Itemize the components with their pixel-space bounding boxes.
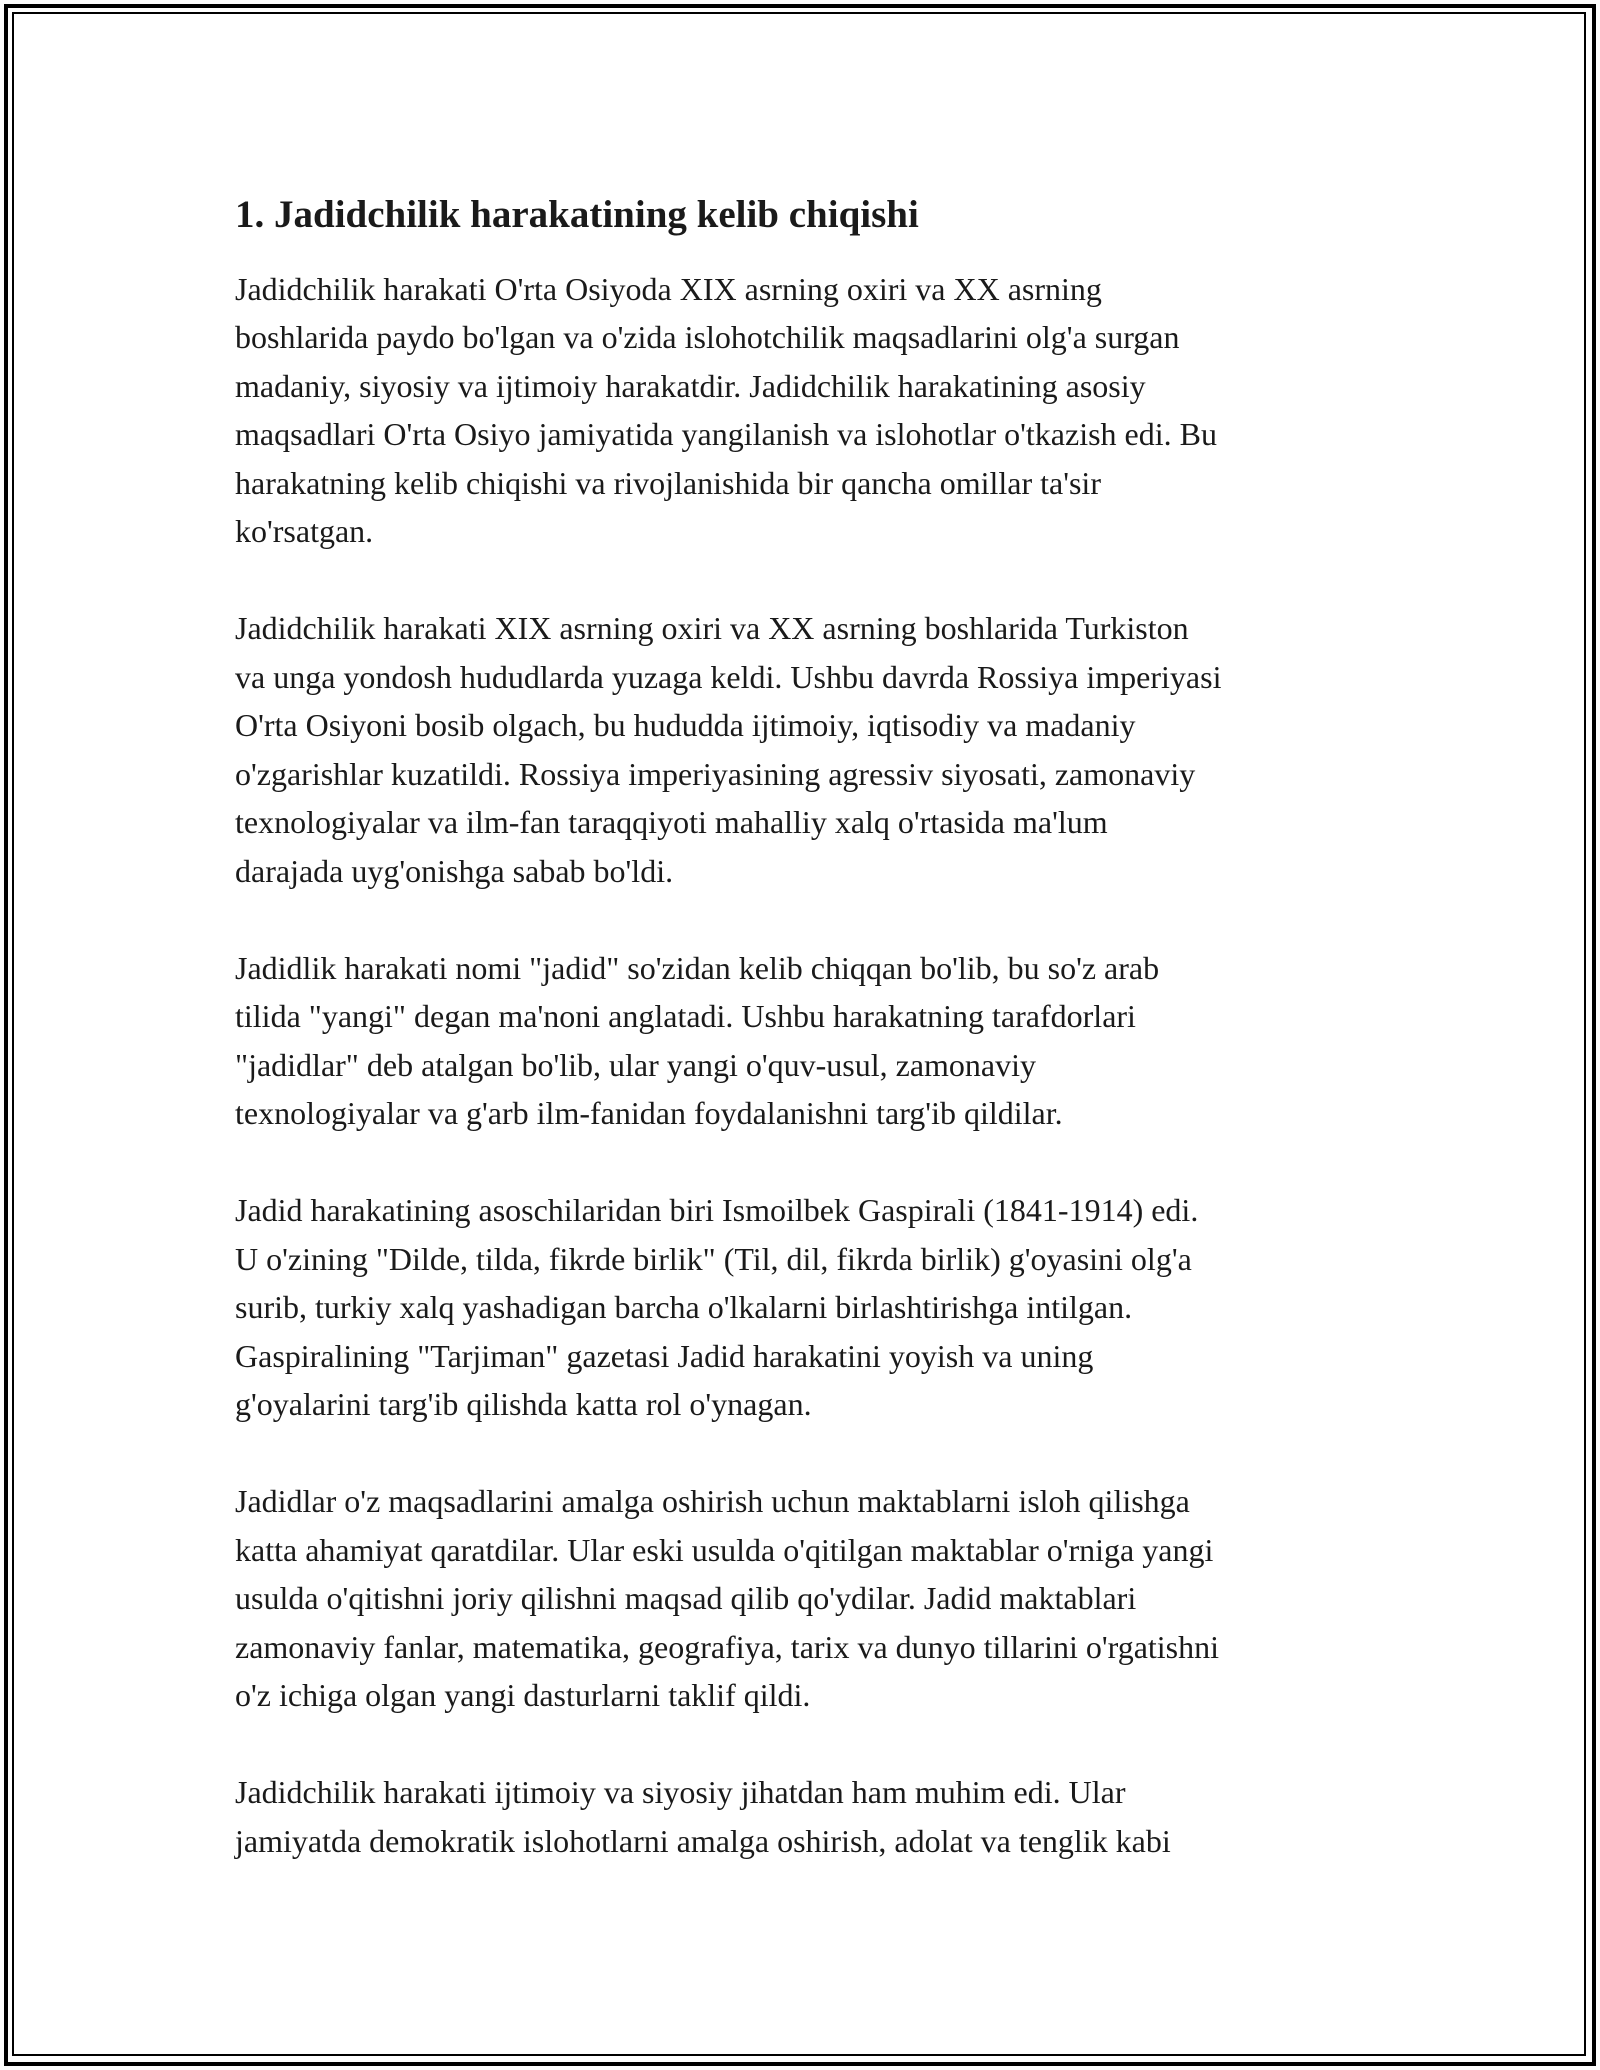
paragraph-line: g'oyalarini targ'ib qilishda katta rol o'ynagan.	[235, 1386, 812, 1423]
paragraph-line: Gaspiralining "Tarjiman" gazetasi Jadid harakatini yoyish va uning	[235, 1337, 1094, 1374]
paragraph-line: tilida "yangi" degan ma'noni anglatadi. Ushbu harakatning tarafdorlari	[235, 998, 1136, 1035]
paragraph-line: "jadidlar" deb atalgan bo'lib, ular yangi o'quv-usul, zamonaviy	[235, 1046, 1036, 1083]
paragraph-line: Jadidchilik harakati O'rta Osiyoda XIX asrning oxiri va XX asrning	[235, 270, 1102, 307]
paragraph-line: U o'zining "Dilde, tilda, fikrde birlik" (Til, dil, fikrda birlik) g'oyasini olg'a	[235, 1240, 1192, 1277]
paragraph-line: o'z ichiga olgan yangi dasturlarni taklif qildi.	[235, 1677, 811, 1714]
paragraph-line: zamonaviy fanlar, matematika, geografiya, tarix va dunyo tillarini o'rgatishni	[235, 1628, 1220, 1665]
paragraph-line: texnologiyalar va ilm-fan taraqqiyoti mahalliy xalq o'rtasida ma'lum	[235, 804, 1108, 841]
paragraph-line: usulda o'qitishni joriy qilishni maqsad qilib qo'ydilar. Jadid maktablari	[235, 1580, 1137, 1617]
paragraph-line: O'rta Osiyoni bosib olgach, bu hududda ijtimoiy, iqtisodiy va madaniy	[235, 707, 1136, 744]
paragraph-line: Jadidlik harakati nomi "jadid" so'zidan kelib chiqqan bo'lib, bu so'z arab	[235, 949, 1160, 986]
paragraph-line: jamiyatda demokratik islohotlarni amalga oshirish, adolat va tenglik kabi	[235, 1822, 1171, 1859]
paragraph-line: katta ahamiyat qaratdilar. Ular eski usulda o'qitilgan maktablar o'rniga yangi	[235, 1531, 1214, 1568]
paragraph-line: texnologiyalar va g'arb ilm-fanidan foydalanishni targ'ib qildilar.	[235, 1095, 1063, 1132]
paragraph-line: Jadidchilik harakati ijtimoiy va siyosiy jihatdan ham muhim edi. Ular	[235, 1774, 1126, 1811]
paragraph-line: o'zgarishlar kuzatildi. Rossiya imperiyasining agressiv siyosati, zamonaviy	[235, 755, 1196, 792]
paragraph-line: harakatning kelib chiqishi va rivojlanishida bir qancha omillar ta'sir	[235, 464, 1101, 501]
paragraph-line: boshlarida paydo bo'lgan va o'zida islohotchilik maqsadlarini olg'a surgan	[235, 319, 1180, 356]
paragraph	[235, 1186, 1375, 1429]
paragraph-line: va unga yondosh hududlarda yuzaga keldi. Ushbu davrda Rossiya imperiyasi	[235, 658, 1222, 695]
paragraph-line: Jadidchilik harakati XIX asrning oxiri va XX asrning boshlarida Turkiston	[235, 610, 1189, 647]
paragraph	[235, 1477, 1375, 1720]
paragraph-line: surib, turkiy xalq yashadigan barcha o'lkalarni birlashtirishga intilgan.	[235, 1289, 1133, 1326]
paragraph-line: Jadidlar o'z maqsadlarini amalga oshirish uchun maktablarni isloh qilishga	[235, 1483, 1190, 1520]
document-body	[235, 180, 1375, 1914]
paragraph-list	[235, 265, 1375, 1866]
section-heading: 1. Jadidchilik harakatining kelib chiqishi	[235, 193, 919, 236]
paragraph-line: ko'rsatgan.	[235, 513, 374, 550]
paragraph	[235, 265, 1375, 556]
paragraph-line: darajada uyg'onishga sabab bo'ldi.	[235, 852, 674, 889]
paragraph	[235, 944, 1375, 1138]
paragraph-line: Jadid harakatining asoschilaridan biri Ismoilbek Gaspirali (1841-1914) edi.	[235, 1192, 1199, 1229]
paragraph-line: maqsadlari O'rta Osiyo jamiyatida yangilanish va islohotlar o'tkazish edi. Bu	[235, 416, 1217, 453]
paragraph-line: madaniy, siyosiy va ijtimoiy harakatdir. Jadidchilik harakatining asosiy	[235, 367, 1146, 404]
paragraph	[235, 1768, 1375, 1865]
paragraph	[235, 604, 1375, 895]
